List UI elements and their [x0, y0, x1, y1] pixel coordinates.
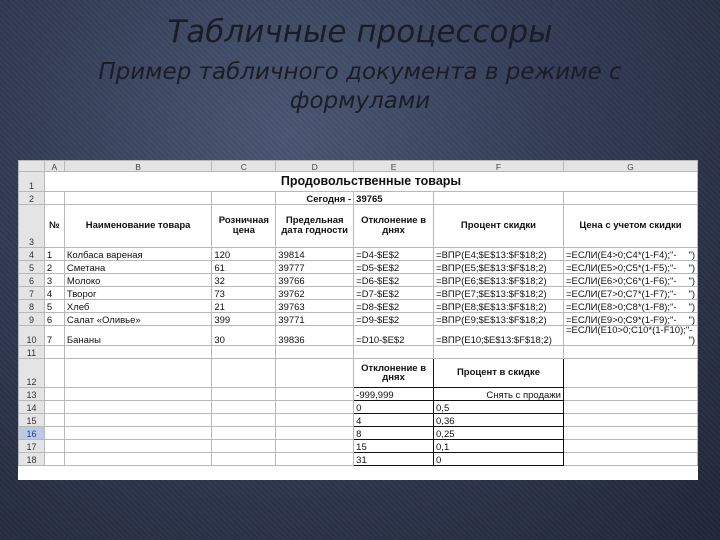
lookup-deviation-cell[interactable]: 31: [354, 453, 434, 466]
cell-discount[interactable]: =ВПР(E8;$E$13:$F$18;2): [434, 300, 564, 313]
cell-date[interactable]: 39766: [276, 274, 354, 287]
lookup-discount-cell[interactable]: 0,5: [434, 401, 564, 414]
today-label-cell[interactable]: Сегодня -: [276, 192, 354, 205]
cell[interactable]: [276, 359, 354, 388]
formula-tail: "): [688, 314, 695, 326]
row-header[interactable]: 17: [19, 440, 45, 453]
cell-num[interactable]: 5: [44, 300, 64, 313]
formula-tail: "): [688, 301, 695, 313]
slide-title: Табличные процессоры: [167, 14, 553, 50]
cell-deviation[interactable]: =D7-$E$2: [354, 287, 434, 300]
row-header[interactable]: 2: [19, 192, 45, 205]
formula-text: =ЕСЛИ(E8>0;C8*(1-F8);"-: [565, 301, 677, 313]
lookup-deviation-cell[interactable]: 15: [354, 440, 434, 453]
row-header[interactable]: 3: [19, 205, 45, 248]
row-header[interactable]: 1: [19, 172, 45, 192]
cell-deviation[interactable]: =D10-$E$2: [354, 326, 434, 346]
cell[interactable]: [64, 440, 212, 453]
cell[interactable]: [44, 427, 64, 440]
cell-num[interactable]: 6: [44, 313, 64, 326]
table-row: [19, 274, 698, 287]
cell[interactable]: [64, 359, 212, 388]
cell-price[interactable]: 32: [212, 274, 276, 287]
cell[interactable]: [563, 359, 697, 388]
lookup-discount-cell[interactable]: 0: [434, 453, 564, 466]
column-header[interactable]: D: [276, 161, 354, 172]
header-final-price[interactable]: Цена с учетом скидки: [563, 205, 697, 248]
cell[interactable]: [212, 359, 276, 388]
cell-discount[interactable]: =ВПР(E6;$E$13:$F$18;2): [434, 274, 564, 287]
cell[interactable]: [276, 414, 354, 427]
cell[interactable]: [276, 453, 354, 466]
row-header[interactable]: 13: [19, 388, 45, 401]
row-header[interactable]: 15: [19, 414, 45, 427]
table-row: [19, 287, 698, 300]
cell-name[interactable]: Колбаса вареная: [64, 248, 212, 261]
cell[interactable]: [563, 388, 697, 401]
cell[interactable]: [44, 359, 64, 388]
cell[interactable]: [212, 192, 276, 205]
formula-text: =ЕСЛИ(E7>0;C7*(1-F7);"-: [565, 288, 677, 300]
row-header[interactable]: 9: [19, 313, 45, 326]
cell-price[interactable]: 61: [212, 261, 276, 274]
formula-text: =ЕСЛИ(E9>0;C9*(1-F9);"-: [565, 314, 677, 326]
cell-discount[interactable]: =ВПР(E9;$E$13:$F$18;2): [434, 313, 564, 326]
column-header[interactable]: C: [212, 161, 276, 172]
table-row: [19, 261, 698, 274]
cell-price[interactable]: 399: [212, 313, 276, 326]
table-row: [19, 326, 698, 346]
cell[interactable]: [64, 401, 212, 414]
lookup-discount-cell[interactable]: 0,1: [434, 440, 564, 453]
cell-deviation[interactable]: =D4-$E$2: [354, 248, 434, 261]
lookup-row: [19, 427, 698, 440]
lookup-deviation-cell[interactable]: 4: [354, 414, 434, 427]
row-header-selected[interactable]: 16: [19, 427, 45, 440]
cell-final-price[interactable]: [563, 300, 697, 313]
lookup-discount-cell[interactable]: 0,36: [434, 414, 564, 427]
cell[interactable]: [212, 427, 276, 440]
cell-final-price[interactable]: [563, 274, 697, 287]
cell-discount[interactable]: =ВПР(E5;$E$13:$F$18;2): [434, 261, 564, 274]
formula-text: =ЕСЛИ(E6>0;C6*(1-F6);"-: [565, 275, 677, 287]
cell-final-price[interactable]: [563, 248, 697, 261]
row-header[interactable]: 4: [19, 248, 45, 261]
header-price[interactable]: Розничная цена: [212, 205, 276, 248]
cell[interactable]: [563, 401, 697, 414]
cell[interactable]: [434, 346, 564, 359]
formula-text: =ЕСЛИ(E5>0;C5*(1-F5);"-: [565, 262, 677, 274]
lookup-row: [19, 453, 698, 466]
cell[interactable]: [354, 346, 434, 359]
cell[interactable]: [212, 440, 276, 453]
cell-name[interactable]: Сметана: [64, 261, 212, 274]
cell-discount[interactable]: =ВПР(E4;$E$13:$F$18;2): [434, 248, 564, 261]
cell-num[interactable]: 4: [44, 287, 64, 300]
column-header[interactable]: G: [563, 161, 697, 172]
table-row: [19, 300, 698, 313]
cell[interactable]: [212, 453, 276, 466]
cell[interactable]: [212, 401, 276, 414]
row-header[interactable]: 6: [19, 274, 45, 287]
cell[interactable]: [44, 388, 64, 401]
cell-price[interactable]: 21: [212, 300, 276, 313]
cell[interactable]: [276, 440, 354, 453]
cell-price[interactable]: 73: [212, 287, 276, 300]
cell[interactable]: [276, 427, 354, 440]
cell-num[interactable]: 3: [44, 274, 64, 287]
cell-name[interactable]: Салат «Оливье»: [64, 313, 212, 326]
cell[interactable]: [44, 440, 64, 453]
spreadsheet: [18, 160, 698, 480]
table-row: [19, 248, 698, 261]
formula-tail: "): [688, 288, 695, 300]
row-header[interactable]: 12: [19, 359, 45, 388]
cell-date[interactable]: 39777: [276, 261, 354, 274]
lookup-header-discount[interactable]: Процент в скидке: [434, 359, 564, 388]
row-header[interactable]: 11: [19, 346, 45, 359]
cell-num[interactable]: 7: [44, 326, 64, 346]
cell-price[interactable]: 30: [212, 326, 276, 346]
lookup-deviation-cell[interactable]: -999,999: [354, 388, 434, 401]
row-header[interactable]: 10: [19, 326, 45, 346]
row-header[interactable]: 5: [19, 261, 45, 274]
cell-date[interactable]: 39763: [276, 300, 354, 313]
cell[interactable]: [276, 388, 354, 401]
lookup-row: [19, 388, 698, 401]
cell[interactable]: [64, 346, 212, 359]
cell[interactable]: [276, 346, 354, 359]
cell-final-price[interactable]: [563, 261, 697, 274]
header-deviation[interactable]: Отклонение в днях: [354, 205, 434, 248]
cell[interactable]: [276, 401, 354, 414]
cell[interactable]: [44, 346, 64, 359]
formula-tail: "): [688, 334, 695, 346]
row-header[interactable]: 8: [19, 300, 45, 313]
formula-tail: "): [688, 275, 695, 287]
cell[interactable]: [64, 388, 212, 401]
column-header[interactable]: E: [354, 161, 434, 172]
cell[interactable]: [64, 414, 212, 427]
cell[interactable]: [44, 401, 64, 414]
lookup-deviation-cell[interactable]: 0: [354, 401, 434, 414]
column-header[interactable]: F: [434, 161, 564, 172]
cell[interactable]: [212, 414, 276, 427]
row-header[interactable]: 18: [19, 453, 45, 466]
cell-discount[interactable]: =ВПР(E10;$E$13:$F$18;2): [434, 326, 564, 346]
cell[interactable]: [44, 453, 64, 466]
cell-deviation[interactable]: =D5-$E$2: [354, 261, 434, 274]
cell[interactable]: [44, 414, 64, 427]
header-expiry[interactable]: Предельная дата годности: [276, 205, 354, 248]
cell[interactable]: [212, 346, 276, 359]
cell-final-price[interactable]: [563, 326, 697, 346]
lookup-discount-cell[interactable]: Снять с продажи: [434, 388, 564, 401]
cell[interactable]: [563, 192, 697, 205]
cell[interactable]: [563, 440, 697, 453]
cell-date[interactable]: 39771: [276, 313, 354, 326]
header-name[interactable]: Наименование товара: [64, 205, 212, 248]
cell[interactable]: [44, 192, 64, 205]
cell[interactable]: [563, 346, 697, 359]
lookup-discount-cell[interactable]: 0,25: [434, 427, 564, 440]
column-header[interactable]: A: [44, 161, 64, 172]
formula-text: =ЕСЛИ(E10>0;C10*(1-F10);"-: [565, 325, 693, 336]
cell-num[interactable]: 1: [44, 248, 64, 261]
cell-deviation[interactable]: =D8-$E$2: [354, 300, 434, 313]
formula-tail: "): [688, 249, 695, 261]
lookup-row: [19, 414, 698, 427]
lookup-row: [19, 401, 698, 414]
cell-date[interactable]: 39814: [276, 248, 354, 261]
cell[interactable]: [563, 453, 697, 466]
cell[interactable]: [64, 427, 212, 440]
cell-deviation[interactable]: =D6-$E$2: [354, 274, 434, 287]
formula-text: =ЕСЛИ(E4>0;C4*(1-F4);"-: [565, 249, 677, 261]
cell[interactable]: [64, 192, 212, 205]
cell-discount[interactable]: =ВПР(E7;$E$13:$F$18;2): [434, 287, 564, 300]
formula-tail: "): [688, 262, 695, 274]
table-row: [19, 313, 698, 326]
row-header[interactable]: 7: [19, 287, 45, 300]
cell[interactable]: [64, 453, 212, 466]
select-all-corner[interactable]: [19, 161, 45, 172]
cell[interactable]: [434, 192, 564, 205]
cell-name[interactable]: Творог: [64, 287, 212, 300]
cell-date[interactable]: 39836: [276, 326, 354, 346]
cell-price[interactable]: 120: [212, 248, 276, 261]
cell-deviation[interactable]: =D9-$E$2: [354, 313, 434, 326]
cell-final-price[interactable]: [563, 287, 697, 300]
cell-num[interactable]: 2: [44, 261, 64, 274]
header-num[interactable]: №: [44, 205, 64, 248]
lookup-header-deviation[interactable]: Отклонение в днях: [354, 359, 434, 388]
lookup-deviation-cell[interactable]: 8: [354, 427, 434, 440]
slide-subtitle: Пример табличного документа в режиме с формулами: [98, 59, 622, 114]
sheet-title-cell[interactable]: Продовольственные товары: [44, 172, 697, 192]
cell-final-price[interactable]: [563, 313, 697, 326]
row-header[interactable]: 14: [19, 401, 45, 414]
cell-date[interactable]: 39762: [276, 287, 354, 300]
header-discount[interactable]: Процент скидки: [434, 205, 564, 248]
cell[interactable]: [212, 388, 276, 401]
column-header[interactable]: B: [64, 161, 212, 172]
cell-name[interactable]: Молоко: [64, 274, 212, 287]
lookup-row: [19, 440, 698, 453]
today-value-cell[interactable]: 39765: [354, 192, 434, 205]
cell-name[interactable]: Хлеб: [64, 300, 212, 313]
cell-name[interactable]: Бананы: [64, 326, 212, 346]
cell[interactable]: [563, 427, 697, 440]
cell[interactable]: [563, 414, 697, 427]
spreadsheet-grid: [18, 160, 698, 466]
